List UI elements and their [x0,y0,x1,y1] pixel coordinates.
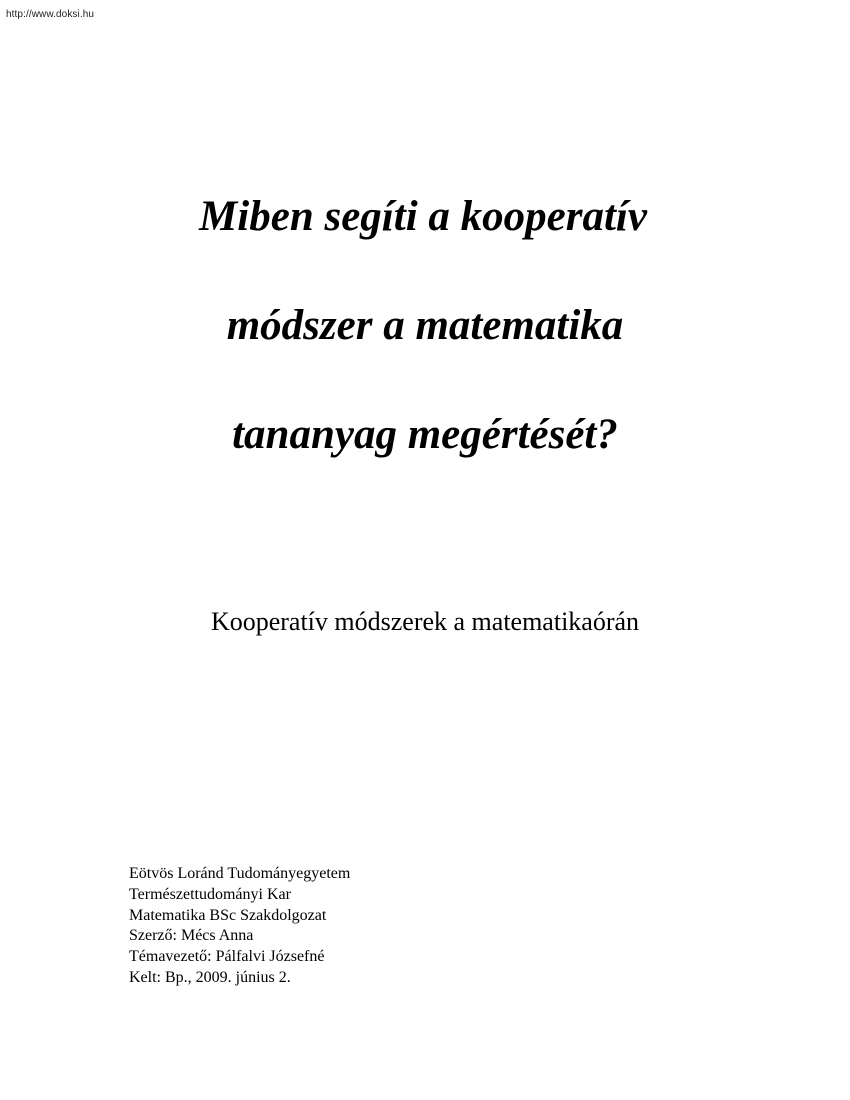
thesis-info-block [129,864,350,989]
title-line-2: módszer a matematika [226,302,624,349]
date-line: Kelt: Bp., 2009. június 2. [129,968,291,986]
document-subtitle: Kooperatív módszerek a matematikaórán [210,607,640,636]
title-line-1: Miben segíti a kooperatív [199,193,647,240]
university-name: Eötvös Loránd Tudományegyetem [129,865,351,882]
faculty-name: Természettudományi Kar [129,885,291,903]
author-line: Szerző: Mécs Anna [129,927,254,945]
thesis-type: Matematika BSc Szakdolgozat [129,906,327,924]
supervisor-line: Témavezető: Pálfalvi Józsefné [129,948,325,966]
title-line-3: tananyag megértését? [232,411,618,458]
source-watermark-link[interactable]: http://www.doksi.hu [6,9,95,20]
